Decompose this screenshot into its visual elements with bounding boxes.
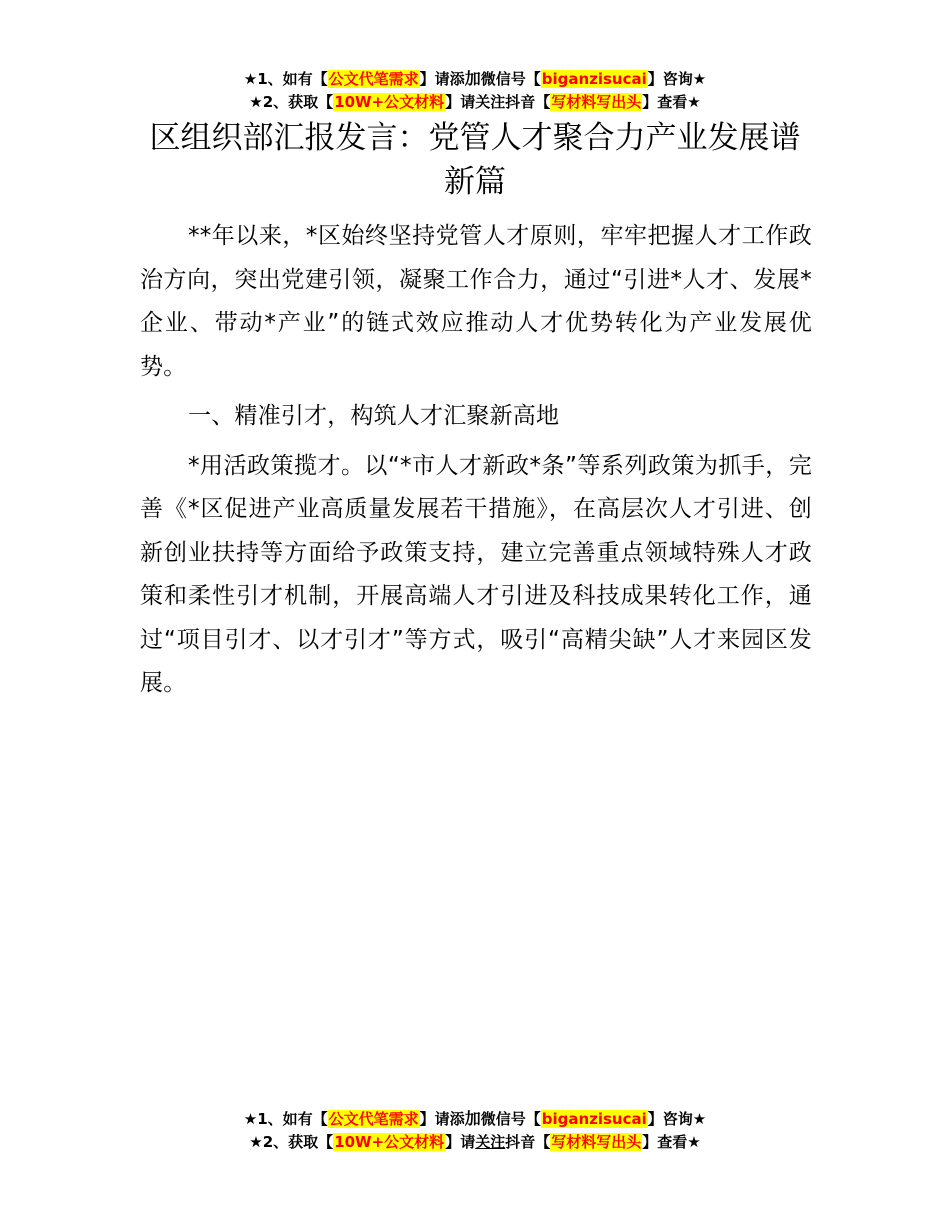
promo-text: 】请添 [419,1110,465,1128]
promo-text: ★2、获取【 [249,93,334,111]
section-heading: 一、精准引才，构筑人才汇聚新高地 [188,403,560,429]
promo-highlight-douyin: 写材料写出头 [551,1133,642,1151]
promo-text: 】咨询★ [647,70,707,88]
promo-highlight: 10W+公文材料 [334,93,445,111]
promo-line-1 [0,67,950,91]
promo-highlight: 公文代笔需求 [328,70,419,88]
promo-text: 】咨询★ [647,1110,707,1128]
promo-highlight-douyin: 写材料写出头 [551,93,642,111]
promo-text: 抖音【 [505,1133,551,1151]
promo-text: 加 [464,69,481,88]
promo-text: ★1、如有【 [243,70,328,88]
promo-text: 微信号【 [480,70,541,88]
promo-line-2 [0,91,950,114]
body-paragraph: *用活政策揽才。以“*市人才新政*条”等系列政策为抓手，完善《*区促进产业高质量发展若干措施》，在高层次人才引进、创新创业扶持等方面给予政策支持，建立完善重点领域特殊人才政策和柔性引才机制，开展高端人才引进及科技成果转化工作，通过“项目引才、以才引才”等方式，吸引“高精尖缺”人才来园区发展。 [140,452,812,696]
promo-line-1 [0,1107,950,1131]
promo-text: 】查看★ [642,93,701,111]
promo-highlight-wechat: biganzisucai [541,70,647,88]
body-paragraph: **年以来，*区始终坚持党管人才原则，牢牢把握人才工作政治方向，突出党建引领，凝聚工作合力，通过“引进*人才、发展*企业、带动*产业”的链式效应推动人才优势转化为产业发展优势。 [140,223,812,380]
promo-highlight: 10W+公文材料 [334,1133,445,1151]
promo-highlight: 公文代笔需求 [328,1110,419,1128]
promo-text: 抖音【 [505,93,551,111]
promo-text: 关注 [475,93,506,111]
promo-text: 】请 [445,93,476,111]
promo-text: ★2、获取【 [249,1133,334,1151]
promo-text: 】请添 [419,70,465,88]
promo-text: 】查看★ [642,1133,701,1151]
promo-text: 关注 [475,1133,506,1151]
header-promo-banner [0,67,950,114]
document-title: 区组织部汇报发言：党管人才聚合力产业发展谱新篇 [149,120,801,200]
promo-text: 加 [464,1109,481,1128]
promo-text: 微信号【 [480,1110,541,1128]
promo-text: 】请 [445,1133,476,1151]
promo-highlight-wechat: biganzisucai [541,1110,647,1128]
promo-line-2 [0,1131,950,1154]
footer-promo-banner [0,1107,950,1154]
document-body [140,215,812,712]
promo-text: ★1、如有【 [243,1110,328,1128]
